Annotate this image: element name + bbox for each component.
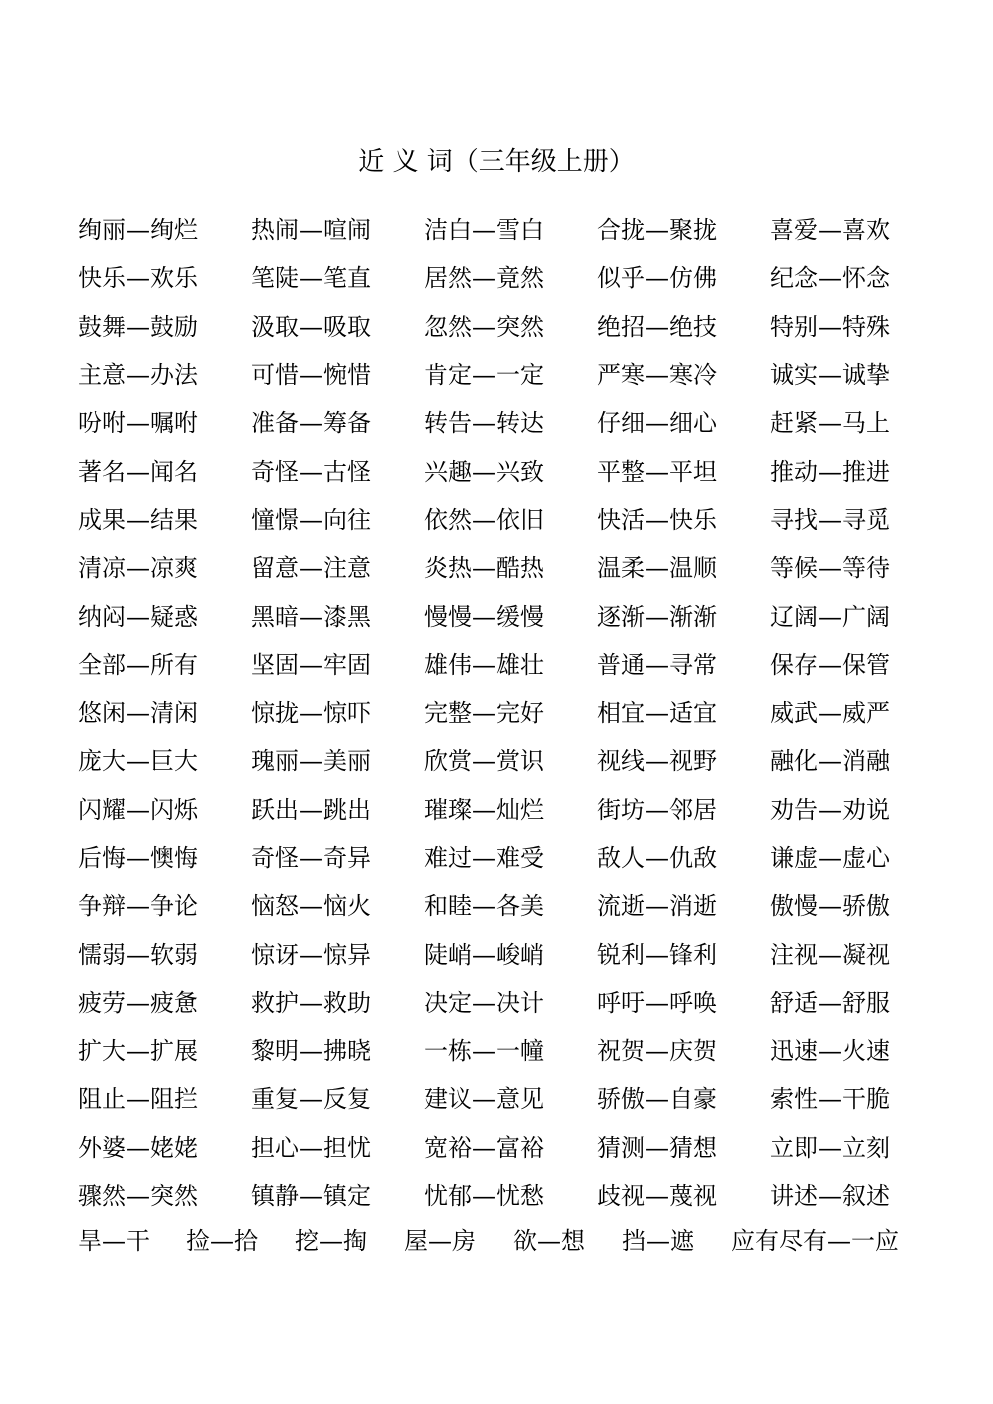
synonym-pair: 骤然—突然 — [78, 1182, 198, 1211]
synonym-row — [78, 737, 978, 785]
synonym-pair: 清凉—凉爽 — [78, 554, 198, 583]
synonym-pair: 注视—凝视 — [770, 940, 890, 969]
synonym-pair: 祝贺—庆贺 — [597, 1037, 717, 1066]
synonym-pair: 懦弱—软弱 — [78, 940, 198, 969]
synonym-row — [78, 1172, 978, 1220]
synonym-pair: 忽然—突然 — [424, 312, 544, 341]
synonym-row — [78, 592, 978, 640]
synonym-pair: 居然—竟然 — [424, 264, 544, 293]
synonym-pair: 歧视—蔑视 — [597, 1182, 717, 1211]
synonym-pair: 可惜—惋惜 — [251, 361, 371, 390]
synonym-pair: 绝招—绝技 — [597, 312, 717, 341]
synonym-pair: 舒适—舒服 — [770, 988, 890, 1017]
synonym-pair: 转告—转达 — [424, 409, 544, 438]
synonym-row — [78, 303, 978, 351]
synonym-row — [78, 930, 978, 978]
synonym-pair: 镇静—镇定 — [251, 1182, 371, 1211]
synonym-pair: 肯定—一定 — [424, 361, 544, 390]
single-character-row — [78, 1224, 958, 1258]
synonym-pair: 纪念—怀念 — [770, 264, 890, 293]
synonym-pair: 慢慢—缓慢 — [424, 602, 544, 631]
synonym-pair: 完整—完好 — [424, 699, 544, 728]
synonym-pair: 奇怪—奇异 — [251, 844, 371, 872]
synonym-pair: 旱—干 — [78, 1227, 150, 1255]
synonym-pair: 应有尽有—一应 — [731, 1227, 899, 1255]
synonym-pair: 陡峭—峻峭 — [424, 940, 544, 969]
synonym-pair: 庞大—巨大 — [78, 747, 198, 776]
synonym-pair: 诚实—诚挚 — [770, 361, 890, 390]
synonym-pair: 恼怒—恼火 — [251, 892, 371, 921]
synonym-pair: 一栋—一幢 — [424, 1037, 544, 1066]
synonym-pair: 雄伟—雄壮 — [424, 650, 544, 679]
synonym-pair: 快乐—欢乐 — [78, 264, 198, 293]
synonym-row — [78, 206, 978, 254]
synonym-row — [78, 641, 978, 689]
synonym-row — [78, 882, 978, 930]
synonym-pair: 外婆—姥姥 — [78, 1133, 198, 1162]
synonym-pair: 推动—推进 — [770, 457, 890, 486]
synonym-pair: 辽阔—广阔 — [770, 602, 890, 631]
synonym-pair: 鼓舞—鼓励 — [78, 312, 198, 341]
synonym-row — [78, 1027, 978, 1075]
synonym-pair: 威武—威严 — [770, 699, 890, 728]
synonym-pair: 挡—遮 — [622, 1227, 694, 1255]
synonym-pair: 跃出—跳出 — [251, 795, 371, 824]
synonym-pair: 和睦—各美 — [424, 892, 544, 921]
synonym-pair: 似乎—仿佛 — [597, 264, 717, 293]
synonym-row — [78, 1124, 978, 1172]
synonym-pair: 瑰丽—美丽 — [251, 747, 371, 776]
synonym-pair: 依然—依旧 — [424, 505, 544, 534]
synonym-pair: 宽裕—富裕 — [424, 1133, 544, 1162]
synonym-pair: 阻止—阻拦 — [78, 1085, 198, 1114]
synonym-pair: 疲劳—疲惫 — [78, 988, 198, 1017]
synonym-pair: 流逝—消逝 — [597, 892, 717, 921]
synonym-pair: 洁白—雪白 — [424, 216, 544, 245]
synonym-row — [78, 834, 978, 882]
synonym-pair: 仔细—细心 — [597, 409, 717, 438]
synonym-pair: 著名—闻名 — [78, 457, 198, 486]
synonym-pair: 惊讶—惊异 — [251, 940, 371, 969]
synonym-pair: 呼吁—呼唤 — [597, 988, 717, 1017]
synonym-pair: 屋—房 — [404, 1227, 476, 1255]
synonym-pair: 惊拢—惊吓 — [251, 699, 371, 728]
synonym-row — [78, 1075, 978, 1123]
synonym-grid — [78, 206, 978, 1220]
synonym-pair: 喜爱—喜欢 — [770, 216, 890, 245]
synonym-row — [78, 786, 978, 834]
synonym-pair: 寻找—寻觅 — [770, 505, 890, 534]
synonym-pair: 扩大—扩展 — [78, 1037, 198, 1066]
synonym-pair: 纳闷—疑惑 — [78, 602, 198, 631]
synonym-row — [78, 544, 978, 592]
synonym-pair: 合拢—聚拢 — [597, 216, 717, 245]
synonym-pair: 笔陡—笔直 — [251, 264, 371, 293]
synonym-pair: 闪耀—闪烁 — [78, 795, 198, 824]
synonym-pair: 逐渐—渐渐 — [597, 602, 717, 631]
synonym-pair: 锐利—锋利 — [597, 940, 717, 969]
synonym-pair: 劝告—劝说 — [770, 795, 890, 824]
synonym-row — [78, 496, 978, 544]
synonym-pair: 等候—等待 — [770, 554, 890, 583]
synonym-row — [78, 979, 978, 1027]
synonym-pair: 坚固—牢固 — [251, 650, 371, 679]
synonym-row — [78, 689, 978, 737]
synonym-row — [78, 254, 978, 302]
synonym-pair: 难过—难受 — [424, 844, 544, 872]
synonym-pair: 猜测—猜想 — [597, 1133, 717, 1162]
synonym-pair: 忧郁—忧愁 — [424, 1182, 544, 1211]
synonym-row — [78, 447, 978, 495]
synonym-pair: 骄傲—自豪 — [597, 1085, 717, 1114]
synonym-pair: 汲取—吸取 — [251, 312, 371, 341]
synonym-pair: 立即—立刻 — [770, 1133, 890, 1162]
synonym-row — [78, 399, 978, 447]
synonym-pair: 黑暗—漆黑 — [251, 602, 371, 631]
synonym-pair: 平整—平坦 — [597, 457, 717, 486]
synonym-pair: 吩咐—嘱咐 — [78, 409, 198, 438]
synonym-pair: 后悔—懊悔 — [78, 844, 198, 872]
synonym-pair: 建议—意见 — [424, 1085, 544, 1114]
synonym-pair: 争辩—争论 — [78, 892, 198, 921]
synonym-pair: 敌人—仇敌 — [597, 844, 717, 872]
synonym-pair: 索性—干脆 — [770, 1085, 890, 1114]
synonym-pair: 严寒—寒冷 — [597, 361, 717, 390]
synonym-pair: 特别—特殊 — [770, 312, 890, 341]
synonym-pair: 憧憬—向往 — [251, 505, 371, 534]
synonym-pair: 讲述—叙述 — [770, 1182, 890, 1211]
synonym-pair: 全部—所有 — [78, 650, 198, 679]
page-title: 近 义 词（三年级上册） — [358, 147, 635, 177]
synonym-pair: 主意—办法 — [78, 361, 198, 390]
synonym-pair: 保存—保管 — [770, 650, 890, 679]
synonym-pair: 璀璨—灿烂 — [424, 795, 544, 824]
synonym-pair: 谦虚—虚心 — [770, 844, 890, 872]
synonym-pair: 街坊—邻居 — [597, 795, 717, 824]
synonym-pair: 救护—救助 — [251, 988, 371, 1017]
synonym-pair: 捡—拾 — [186, 1227, 258, 1255]
synonym-pair: 热闹—喧闹 — [251, 216, 371, 245]
synonym-pair: 相宜—适宜 — [597, 699, 717, 728]
synonym-pair: 迅速—火速 — [770, 1037, 890, 1066]
synonym-pair: 重复—反复 — [251, 1085, 371, 1114]
synonym-pair: 决定—决计 — [424, 988, 544, 1017]
synonym-pair: 挖—掏 — [295, 1227, 367, 1255]
synonym-row — [78, 351, 978, 399]
synonym-pair: 快活—快乐 — [597, 505, 717, 534]
synonym-pair: 悠闲—清闲 — [78, 699, 198, 728]
synonym-pair: 欲—想 — [513, 1227, 585, 1255]
synonym-pair: 成果—结果 — [78, 505, 198, 534]
synonym-pair: 视线—视野 — [597, 747, 717, 776]
synonym-pair: 黎明—拂晓 — [251, 1037, 371, 1066]
synonym-pair: 普通—寻常 — [597, 650, 717, 679]
synonym-pair: 兴趣—兴致 — [424, 457, 544, 486]
synonym-pair: 融化—消融 — [770, 747, 890, 776]
synonym-pair: 赶紧—马上 — [770, 409, 890, 438]
synonym-pair: 绚丽—绚烂 — [78, 216, 198, 245]
synonym-pair: 留意—注意 — [251, 554, 371, 583]
synonym-pair: 准备—筹备 — [251, 409, 371, 438]
synonym-pair: 温柔—温顺 — [597, 554, 717, 583]
synonym-pair: 担心—担忧 — [251, 1133, 371, 1162]
synonym-pair: 奇怪—古怪 — [251, 457, 371, 486]
synonym-pair: 欣赏—赏识 — [424, 747, 544, 776]
synonym-pair: 傲慢—骄傲 — [770, 892, 890, 921]
synonym-pair: 炎热—酷热 — [424, 554, 544, 583]
